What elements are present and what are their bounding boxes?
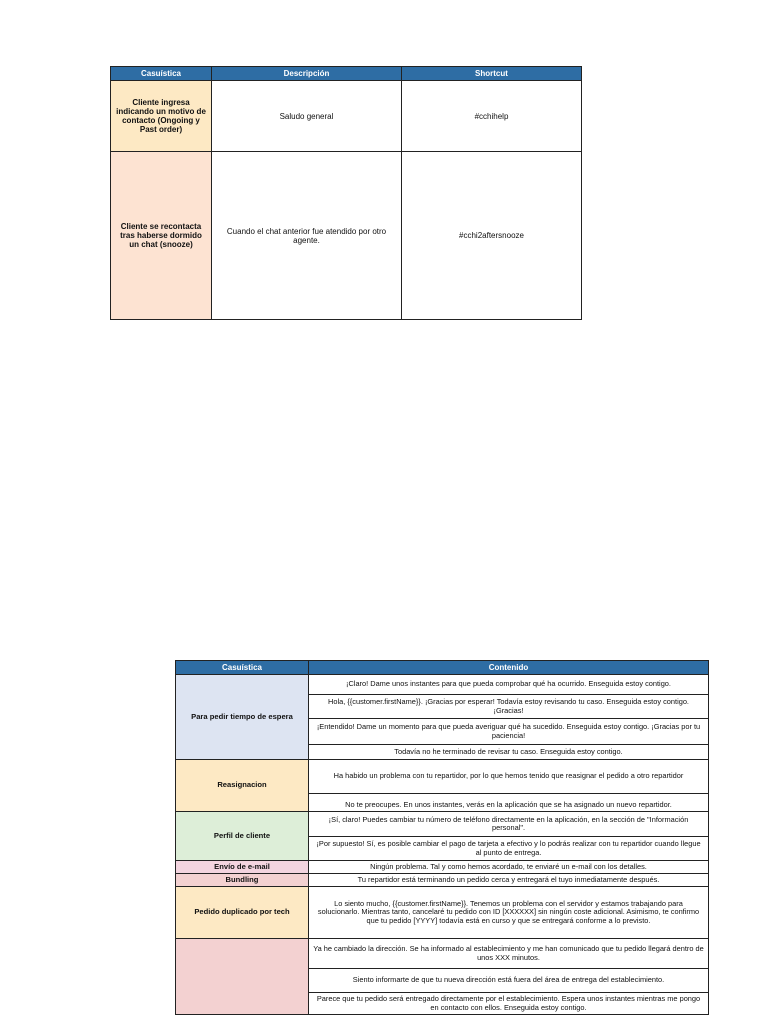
casuistica-cell: Cliente se recontacta tras haberse dormido un chat (snooze) <box>111 152 212 320</box>
table-row <box>176 812 709 837</box>
shortcut-cell: #cchihelp <box>402 81 582 152</box>
table-row <box>176 887 709 939</box>
casuistica-cell: Bundling <box>176 874 309 887</box>
header-casuistica: Casuística <box>176 661 309 675</box>
contents-table <box>175 660 709 1015</box>
table-row <box>111 81 582 152</box>
casuistica-cell: Cliente ingresa indicando un motivo de contacto (Ongoing y Past order) <box>111 81 212 152</box>
casuistica-cell: Para pedir tiempo de espera <box>176 675 309 760</box>
contenido-cell: ¡Claro! Dame unos instantes para que pueda comprobar qué ha ocurrido. Enseguida estoy contigo. <box>309 675 709 695</box>
header-contenido: Contenido <box>309 661 709 675</box>
shortcut-cell: #cchi2aftersnooze <box>402 152 582 320</box>
table-row <box>176 874 709 887</box>
contenido-cell: ¡Entendido! Dame un momento para que pueda averiguar qué ha sucedido. Enseguida estoy contigo. ¡Gracias por tu paciencia! <box>309 719 709 745</box>
contenido-cell: Lo siento mucho, {{customer.firstName}}. Tenemos un problema con el servidor y estamos trabajando para solucionarlo. Mientras tanto, cancelaré tu pedido con ID [XXXXXX] sin ningún coste adicional. Asimismo, te confirmo que tu pedido [YYYY] todavía está en curso y que se entregará conforme a lo previsto. <box>309 887 709 939</box>
contenido-cell: No te preocupes. En unos instantes, verás en la aplicación que se ha asignado un nuevo repartidor. <box>309 794 709 812</box>
table-row <box>111 152 582 320</box>
contenido-cell: Ningún problema. Tal y como hemos acordado, te enviaré un e-mail con los detalles. <box>309 861 709 874</box>
casuistica-cell: Pedido duplicado por tech <box>176 887 309 939</box>
contenido-cell: Todavía no he terminado de revisar tu caso. Enseguida estoy contigo. <box>309 745 709 760</box>
contenido-cell: Siento informarte de que tu nueva dirección está fuera del área de entrega del establecimiento. <box>309 969 709 993</box>
descripcion-cell: Cuando el chat anterior fue atendido por otro agente. <box>212 152 402 320</box>
descripcion-cell: Saludo general <box>212 81 402 152</box>
casuistica-cell: Perfil de cliente <box>176 812 309 861</box>
table-row <box>176 861 709 874</box>
contenido-cell: Hola, {{customer.firstName}}. ¡Gracias por esperar! Todavía estoy revisando tu caso. Enseguida estoy contigo. ¡Gracias! <box>309 695 709 719</box>
contenido-cell: Ya he cambiado la dirección. Se ha informado al establecimiento y me han comunicado que tu pedido llegará dentro de unos XXX minutos. <box>309 939 709 969</box>
header-row <box>111 67 582 81</box>
contenido-cell: ¡Por supuesto! Sí, es posible cambiar el pago de tarjeta a efectivo y lo podrás realizar con tu repartidor cuando llegue al punto de entrega. <box>309 837 709 861</box>
header-row <box>176 661 709 675</box>
casuistica-cell: Reasignacion <box>176 760 309 812</box>
table-row <box>176 675 709 695</box>
casuistica-cell: Envío de e-mail <box>176 861 309 874</box>
table-row <box>176 760 709 794</box>
casuistica-cell <box>176 939 309 1015</box>
header-shortcut: Shortcut <box>402 67 582 81</box>
contenido-cell: Parece que tu pedido será entregado directamente por el establecimiento. Espera unos instantes mientras me pongo en contacto con ellos. Enseguida estoy contigo. <box>309 993 709 1015</box>
contenido-cell: Ha habido un problema con tu repartidor, por lo que hemos tenido que reasignar el pedido a otro repartidor <box>309 760 709 794</box>
contenido-cell: ¡Sí, claro! Puedes cambiar tu número de teléfono directamente en la aplicación, en la sección de "Información personal". <box>309 812 709 837</box>
shortcuts-table <box>110 66 582 320</box>
header-casuistica: Casuística <box>111 67 212 81</box>
table-row <box>176 939 709 969</box>
header-descripcion: Descripción <box>212 67 402 81</box>
contenido-cell: Tu repartidor está terminando un pedido cerca y entregará el tuyo inmediatamente después. <box>309 874 709 887</box>
